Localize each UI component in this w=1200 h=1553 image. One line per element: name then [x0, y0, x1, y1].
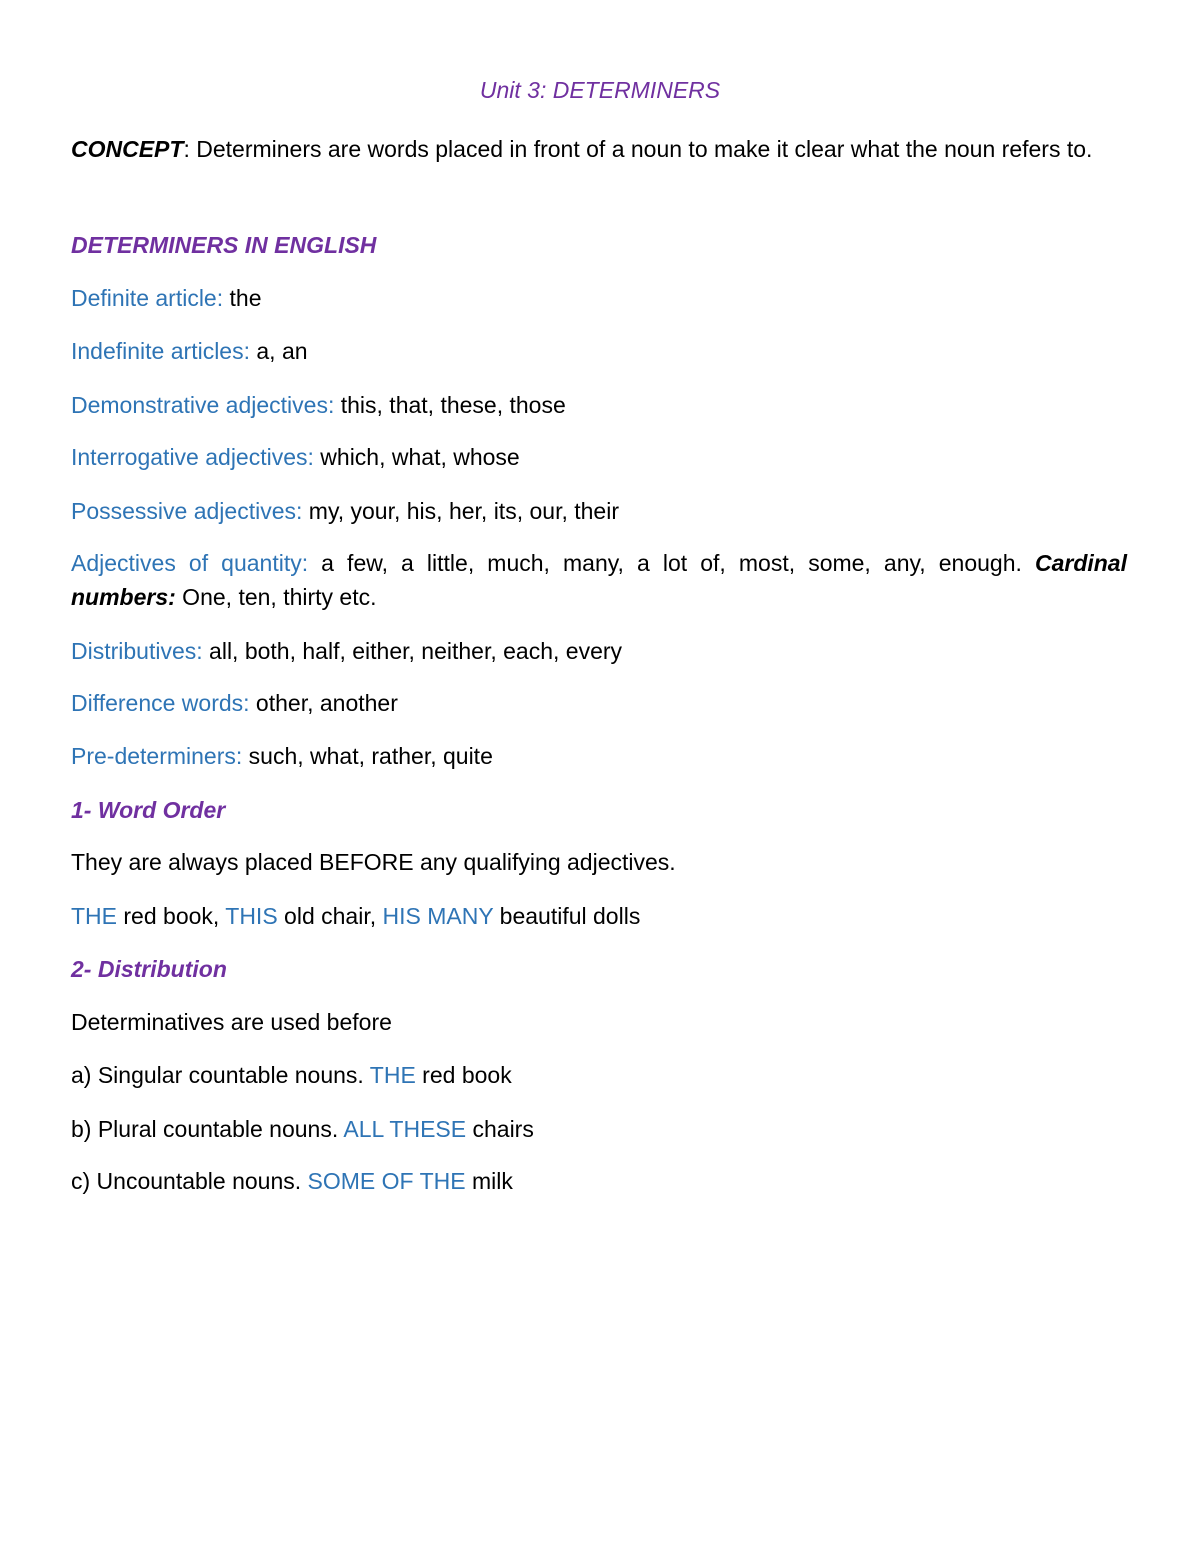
- determiner-possessive-adjectives: [71, 496, 1127, 526]
- determiner-value: which, what, whose: [313, 444, 520, 470]
- distribution-item-determiner: SOME OF THE: [307, 1168, 466, 1194]
- word-order-text: They are always placed BEFORE any qualifying adjectives.: [71, 849, 676, 875]
- determiner-indefinite-articles: [71, 336, 1127, 366]
- distribution-item-prefix: a) Singular countable nouns.: [71, 1062, 370, 1088]
- determiner-label: Pre-determiners:: [71, 743, 243, 769]
- example-determiner: HIS MANY: [382, 903, 494, 929]
- distribution-item: [71, 1166, 1127, 1196]
- cardinal-numbers-value: One, ten, thirty etc.: [175, 584, 377, 610]
- determiner-value: this, that, these, those: [334, 392, 566, 418]
- determiner-label: Interrogative adjectives:: [71, 444, 314, 470]
- example-noun-phrase: red book,: [117, 903, 226, 929]
- distribution-item-prefix: c) Uncountable nouns.: [71, 1168, 308, 1194]
- distribution-heading: 2- Distribution: [71, 956, 227, 982]
- determiner-interrogative-adjectives: [71, 442, 1127, 472]
- distribution-text: Determinatives are used before: [71, 1009, 392, 1035]
- determiner-value: the: [223, 285, 262, 311]
- distribution-item: [71, 1114, 1127, 1144]
- word-order-example: [71, 901, 1127, 931]
- concept-paragraph: [71, 130, 1127, 168]
- concept-label: CONCEPT: [71, 136, 184, 162]
- determiner-label: Distributives:: [71, 638, 203, 664]
- distribution-item-prefix: b) Plural countable nouns.: [71, 1116, 344, 1142]
- example-determiner: THE: [71, 903, 117, 929]
- distribution-item-suffix: chairs: [466, 1116, 534, 1142]
- determiner-label: Possessive adjectives:: [71, 498, 303, 524]
- determiner-adjectives-of-quantity: [71, 546, 1127, 614]
- determiner-demonstrative-adjectives: [71, 390, 1127, 420]
- determiner-label: Difference words:: [71, 690, 250, 716]
- section-heading: DETERMINERS IN ENGLISH: [71, 232, 377, 258]
- example-determiner: THIS: [225, 903, 278, 929]
- determiner-label: Adjectives of quantity:: [71, 550, 309, 576]
- example-noun-phrase: old chair,: [277, 903, 383, 929]
- determiner-distributives: [71, 636, 1127, 666]
- determiner-value: all, both, half, either, neither, each, every: [202, 638, 623, 664]
- cardinal-numbers-label: Cardinal numbers:: [71, 550, 1127, 610]
- determiner-value: a, an: [249, 338, 308, 364]
- distribution-item: [71, 1060, 1127, 1090]
- determiner-definite-article: [71, 283, 1127, 313]
- word-order-heading: 1- Word Order: [71, 797, 226, 823]
- distribution-item-suffix: red book: [415, 1062, 512, 1088]
- determiner-value: my, your, his, her, its, our, their: [302, 498, 619, 524]
- example-noun-phrase: beautiful dolls: [493, 903, 641, 929]
- determiner-difference-words: [71, 688, 1127, 718]
- determiner-pre-determiners: [71, 741, 1127, 771]
- distribution-item-suffix: milk: [465, 1168, 513, 1194]
- concept-text: : Determiners are words placed in front of a noun to make it clear what the noun refers to.: [183, 136, 1093, 162]
- determiner-value: such, what, rather, quite: [242, 743, 493, 769]
- determiner-label: Demonstrative adjectives:: [71, 392, 335, 418]
- determiner-label: Definite article:: [71, 285, 224, 311]
- page-title: Unit 3: DETERMINERS: [479, 77, 721, 103]
- determiner-value: other, another: [249, 690, 398, 716]
- determiner-value: a few, a little, much, many, a lot of, most, some, any, enough.: [308, 550, 1022, 576]
- distribution-item-determiner: THE: [369, 1062, 416, 1088]
- determiner-label: Indefinite articles:: [71, 338, 250, 364]
- distribution-item-determiner: ALL THESE: [343, 1116, 467, 1142]
